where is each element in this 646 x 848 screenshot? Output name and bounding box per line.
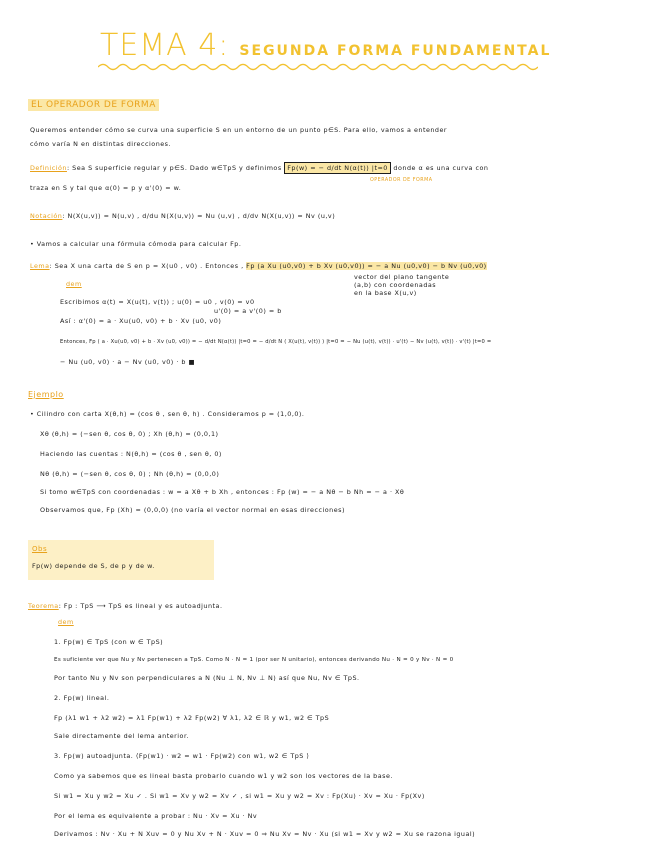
operator-caption: OPERADOR DE FORMA: [370, 178, 433, 183]
page-title: [100, 28, 600, 63]
example-line-1: • Cilindro con carta X(θ,h) = (cos θ , sen θ, h) . Consideramos p = (1,0,0).: [30, 410, 305, 418]
definition-text-b: donde α es una curva con: [393, 164, 489, 172]
example-line-6: Observamos que, Fp (Xh) = (0,0,0) (no varía el vector normal en esas direcciones): [40, 506, 345, 514]
lemma-label: Lema: [30, 262, 50, 270]
observation-box: [28, 540, 214, 580]
theorem-line-3: Por tanto Nu y Nv son perpendiculares a N (Nu ⊥ N, Nv ⊥ N) así que Nu, Nv ∈ TpS.: [54, 674, 360, 682]
notation-line: [30, 212, 335, 221]
lemma-note-2: (a,b) con coordenadas: [354, 281, 437, 289]
theorem-proof-label: dem: [58, 618, 74, 626]
lemma-note-3: en la base X(u,v): [354, 289, 417, 297]
lemma-text: : Sea X una carta de S en p = X(u0 , v0) . Entonces ,: [49, 262, 244, 270]
example-line-3: Haciendo las cuentas : N(θ,h) = (cos θ , sen θ, 0): [40, 450, 222, 458]
proof-line-2: u'(0) = a v'(0) = b: [214, 307, 282, 315]
example-line-2: Xθ (θ,h) = (−sen θ, cos θ, 0) ; Xh (θ,h) = (0,0,1): [40, 430, 219, 438]
lemma-line: [30, 262, 487, 271]
title-sub: SEGUNDA FORMA FUNDAMENTAL: [239, 43, 552, 59]
proof-line-4: Entonces, Fp ( a · Xu(u0, v0) + b · Xv (u0, v0)) = − d/dt N(α(t)) |t=0 = − d/dt N ( X(u(t), v(t)) ) |t=0 = − Nu (u(t), v(t)) · u'(t) − Nv (u(t), v(t)) · v'(t) |t=0 =: [60, 339, 492, 345]
example-label: Ejemplo: [28, 390, 64, 399]
theorem-label: Teorema: [28, 602, 59, 610]
theorem-line-1: 1. Fp(w) ∈ TpS (con w ∈ TpS): [54, 638, 164, 646]
theorem-line-4: 2. Fp(w) lineal.: [54, 694, 110, 702]
observation-label: Obs: [32, 545, 48, 553]
definition-line: [30, 164, 488, 173]
shape-operator-formula: Fp(w) = − d/dt N(α(t)) |t=0: [284, 162, 391, 174]
theorem-line-11: Derivamos : Nv · Xu + N Xuv = 0 y Nu Xv + N · Xuv = 0 ⇒ Nu Xv = Nv · Xu (si w1 = Xv y w2 = Xu se razona igual): [54, 830, 476, 838]
intro-line-2: cómo varía N en distintas direcciones.: [30, 140, 172, 148]
intro-line-1: Queremos entender cómo se curva una superficie S en un entorno de un punto p∈S. Para ello, vamos a entender: [30, 126, 448, 134]
theorem-line: [28, 602, 222, 611]
notation-label: Notación: [30, 212, 63, 220]
proof-line-3: Así : α'(0) = a · Xu(u0, v0) + b · Xv (u0, v0): [60, 317, 222, 325]
lemma-note-1: vector del plano tangente: [354, 273, 450, 281]
notation-text: : N(X(u,v)) = N(u,v) , d/du N(X(u,v)) = Nu (u,v) , d/dv N(X(u,v)) = Nv (u,v): [62, 212, 336, 220]
section-operador-forma: EL OPERADOR DE FORMA: [28, 99, 159, 111]
proof-line-5: − Nu (u0, v0) · a − Nv (u0, v0) · b ■: [60, 358, 196, 366]
theorem-line-7: 3. Fp(w) autoadjunta. ⟨Fp(w1) · w2 = w1 · Fp(w2) con w1, w2 ∈ TpS ⟩: [54, 752, 310, 760]
theorem-text: : Fp : TpS ⟶ TpS es lineal y es autoadjunta.: [58, 602, 223, 610]
title-main: TEMA 4:: [100, 28, 230, 63]
definition-line-2: traza en S y tal que α(0) = p y α'(0) = w.: [30, 184, 182, 192]
example-line-5: Si tomo w∈TpS con coordenadas : w = a Xθ + b Xh , entonces : Fp (w) = − a Nθ − b Nh = − a · Xθ: [40, 488, 405, 496]
observation-text: Fp(w) depende de S, de p y de w.: [32, 562, 155, 570]
bullet-formula: • Vamos a calcular una fórmula cómoda para calcular Fp.: [30, 240, 242, 248]
theorem-line-10: Por el lema es equivalente a probar : Nu · Xv = Xu · Nv: [54, 812, 258, 820]
definition-text: : Sea S superficie regular y p∈S. Dado w∈TpS y definimos: [66, 164, 282, 172]
title-underline: [98, 62, 538, 72]
theorem-line-2: Es suficiente ver que Nu y Nv pertenecen a TpS. Como N · N = 1 (por ser N unitario), entonces derivando Nu · N = 0 y Nv · N = 0: [54, 657, 454, 663]
example-line-4: Nθ (θ,h) = (−sen θ, cos θ, 0) ; Nh (θ,h) = (0,0,0): [40, 470, 220, 478]
theorem-line-8: Como ya sabemos que es lineal basta probarlo cuando w1 y w2 son los vectores de la base.: [54, 772, 393, 780]
theorem-line-6: Sale directamente del lema anterior.: [54, 732, 190, 740]
lemma-formula: Fp (a Xu (u0,v0) + b Xv (u0,v0)) = − a Nu (u0,v0) − b Nv (u0,v0): [246, 262, 487, 270]
proof-label: dem: [66, 280, 82, 288]
proof-line-1: Escribimos α(t) = X(u(t), v(t)) ; u(0) = u0 , v(0) = v0: [60, 298, 255, 306]
theorem-line-9: Si w1 = Xu y w2 = Xu ✓ . Si w1 = Xv y w2 = Xv ✓ , si w1 = Xu y w2 = Xv : Fp(Xu) · Xv = Xu · Fp(Xv): [54, 792, 425, 800]
definition-label: Definición: [30, 164, 67, 172]
theorem-line-5: Fp (λ1 w1 + λ2 w2) = λ1 Fp(w1) + λ2 Fp(w2) ∀ λ1, λ2 ∈ ℝ y w1, w2 ∈ TpS: [54, 714, 330, 722]
